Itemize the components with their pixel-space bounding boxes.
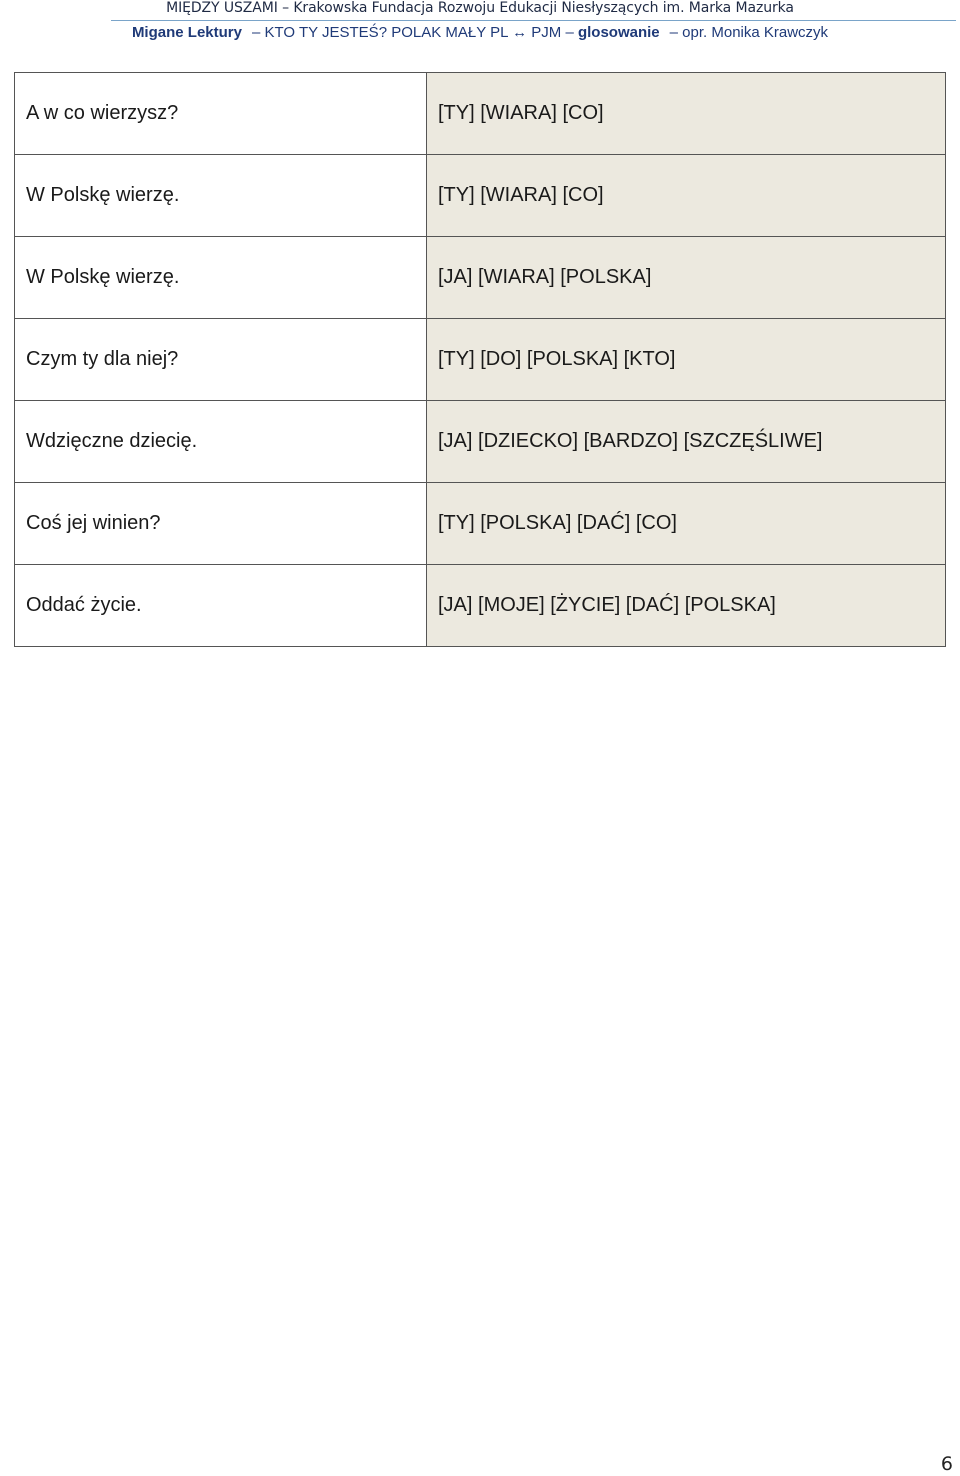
table-row bbox=[15, 237, 946, 319]
table-row bbox=[15, 401, 946, 483]
pjm-gloss-cell: [JA] [DZIECKO] [BARDZO] [SZCZĘŚLIWE] bbox=[427, 401, 946, 483]
pjm-gloss-cell: [TY] [WIARA] [CO] bbox=[427, 155, 946, 237]
polish-text-cell: W Polskę wierzę. bbox=[15, 155, 427, 237]
pjm-gloss-cell: [TY] [POLSKA] [DAĆ] [CO] bbox=[427, 483, 946, 565]
translation-mode: glosowanie bbox=[577, 24, 660, 41]
table-row bbox=[15, 155, 946, 237]
polish-text-cell: Oddać życie. bbox=[15, 565, 427, 647]
page-number: 6 bbox=[940, 1453, 953, 1475]
language-pair: PL ↔ PJM bbox=[490, 24, 562, 41]
header-divider bbox=[111, 20, 956, 21]
pjm-gloss-cell: [TY] [WIARA] [CO] bbox=[427, 73, 946, 155]
polish-text-cell: W Polskę wierzę. bbox=[15, 237, 427, 319]
separator-dash: – bbox=[251, 24, 261, 41]
table-row bbox=[15, 73, 946, 155]
pjm-gloss-cell: [JA] [WIARA] [POLSKA] bbox=[427, 237, 946, 319]
table-row bbox=[15, 565, 946, 647]
polish-text-cell: Czym ty dla niej? bbox=[15, 319, 427, 401]
polish-text-cell: Wdzięczne dziecię. bbox=[15, 401, 427, 483]
separator-dash: – bbox=[669, 24, 678, 41]
polish-text-cell: Coś jej winien? bbox=[15, 483, 427, 565]
work-title: KTO TY JESTEŚ? POLAK MAŁY bbox=[264, 24, 486, 41]
table-row bbox=[15, 319, 946, 401]
separator-dash: – bbox=[565, 24, 574, 41]
document-subtitle bbox=[0, 23, 960, 43]
gloss-table bbox=[14, 72, 946, 647]
organization-header: MIĘDZY USZAMI – Krakowska Fundacja Rozwoju Edukacji Niesłyszących im. Marka Mazurka bbox=[166, 0, 794, 16]
pjm-gloss-cell: [TY] [DO] [POLSKA] [KTO] bbox=[427, 319, 946, 401]
polish-text-cell: A w co wierzysz? bbox=[15, 73, 427, 155]
series-name: Migane Lektury bbox=[131, 24, 242, 41]
pjm-gloss-cell: [JA] [MOJE] [ŻYCIE] [DAĆ] [POLSKA] bbox=[427, 565, 946, 647]
author-credit: opr. Monika Krawczyk bbox=[682, 24, 829, 41]
table-row bbox=[15, 483, 946, 565]
